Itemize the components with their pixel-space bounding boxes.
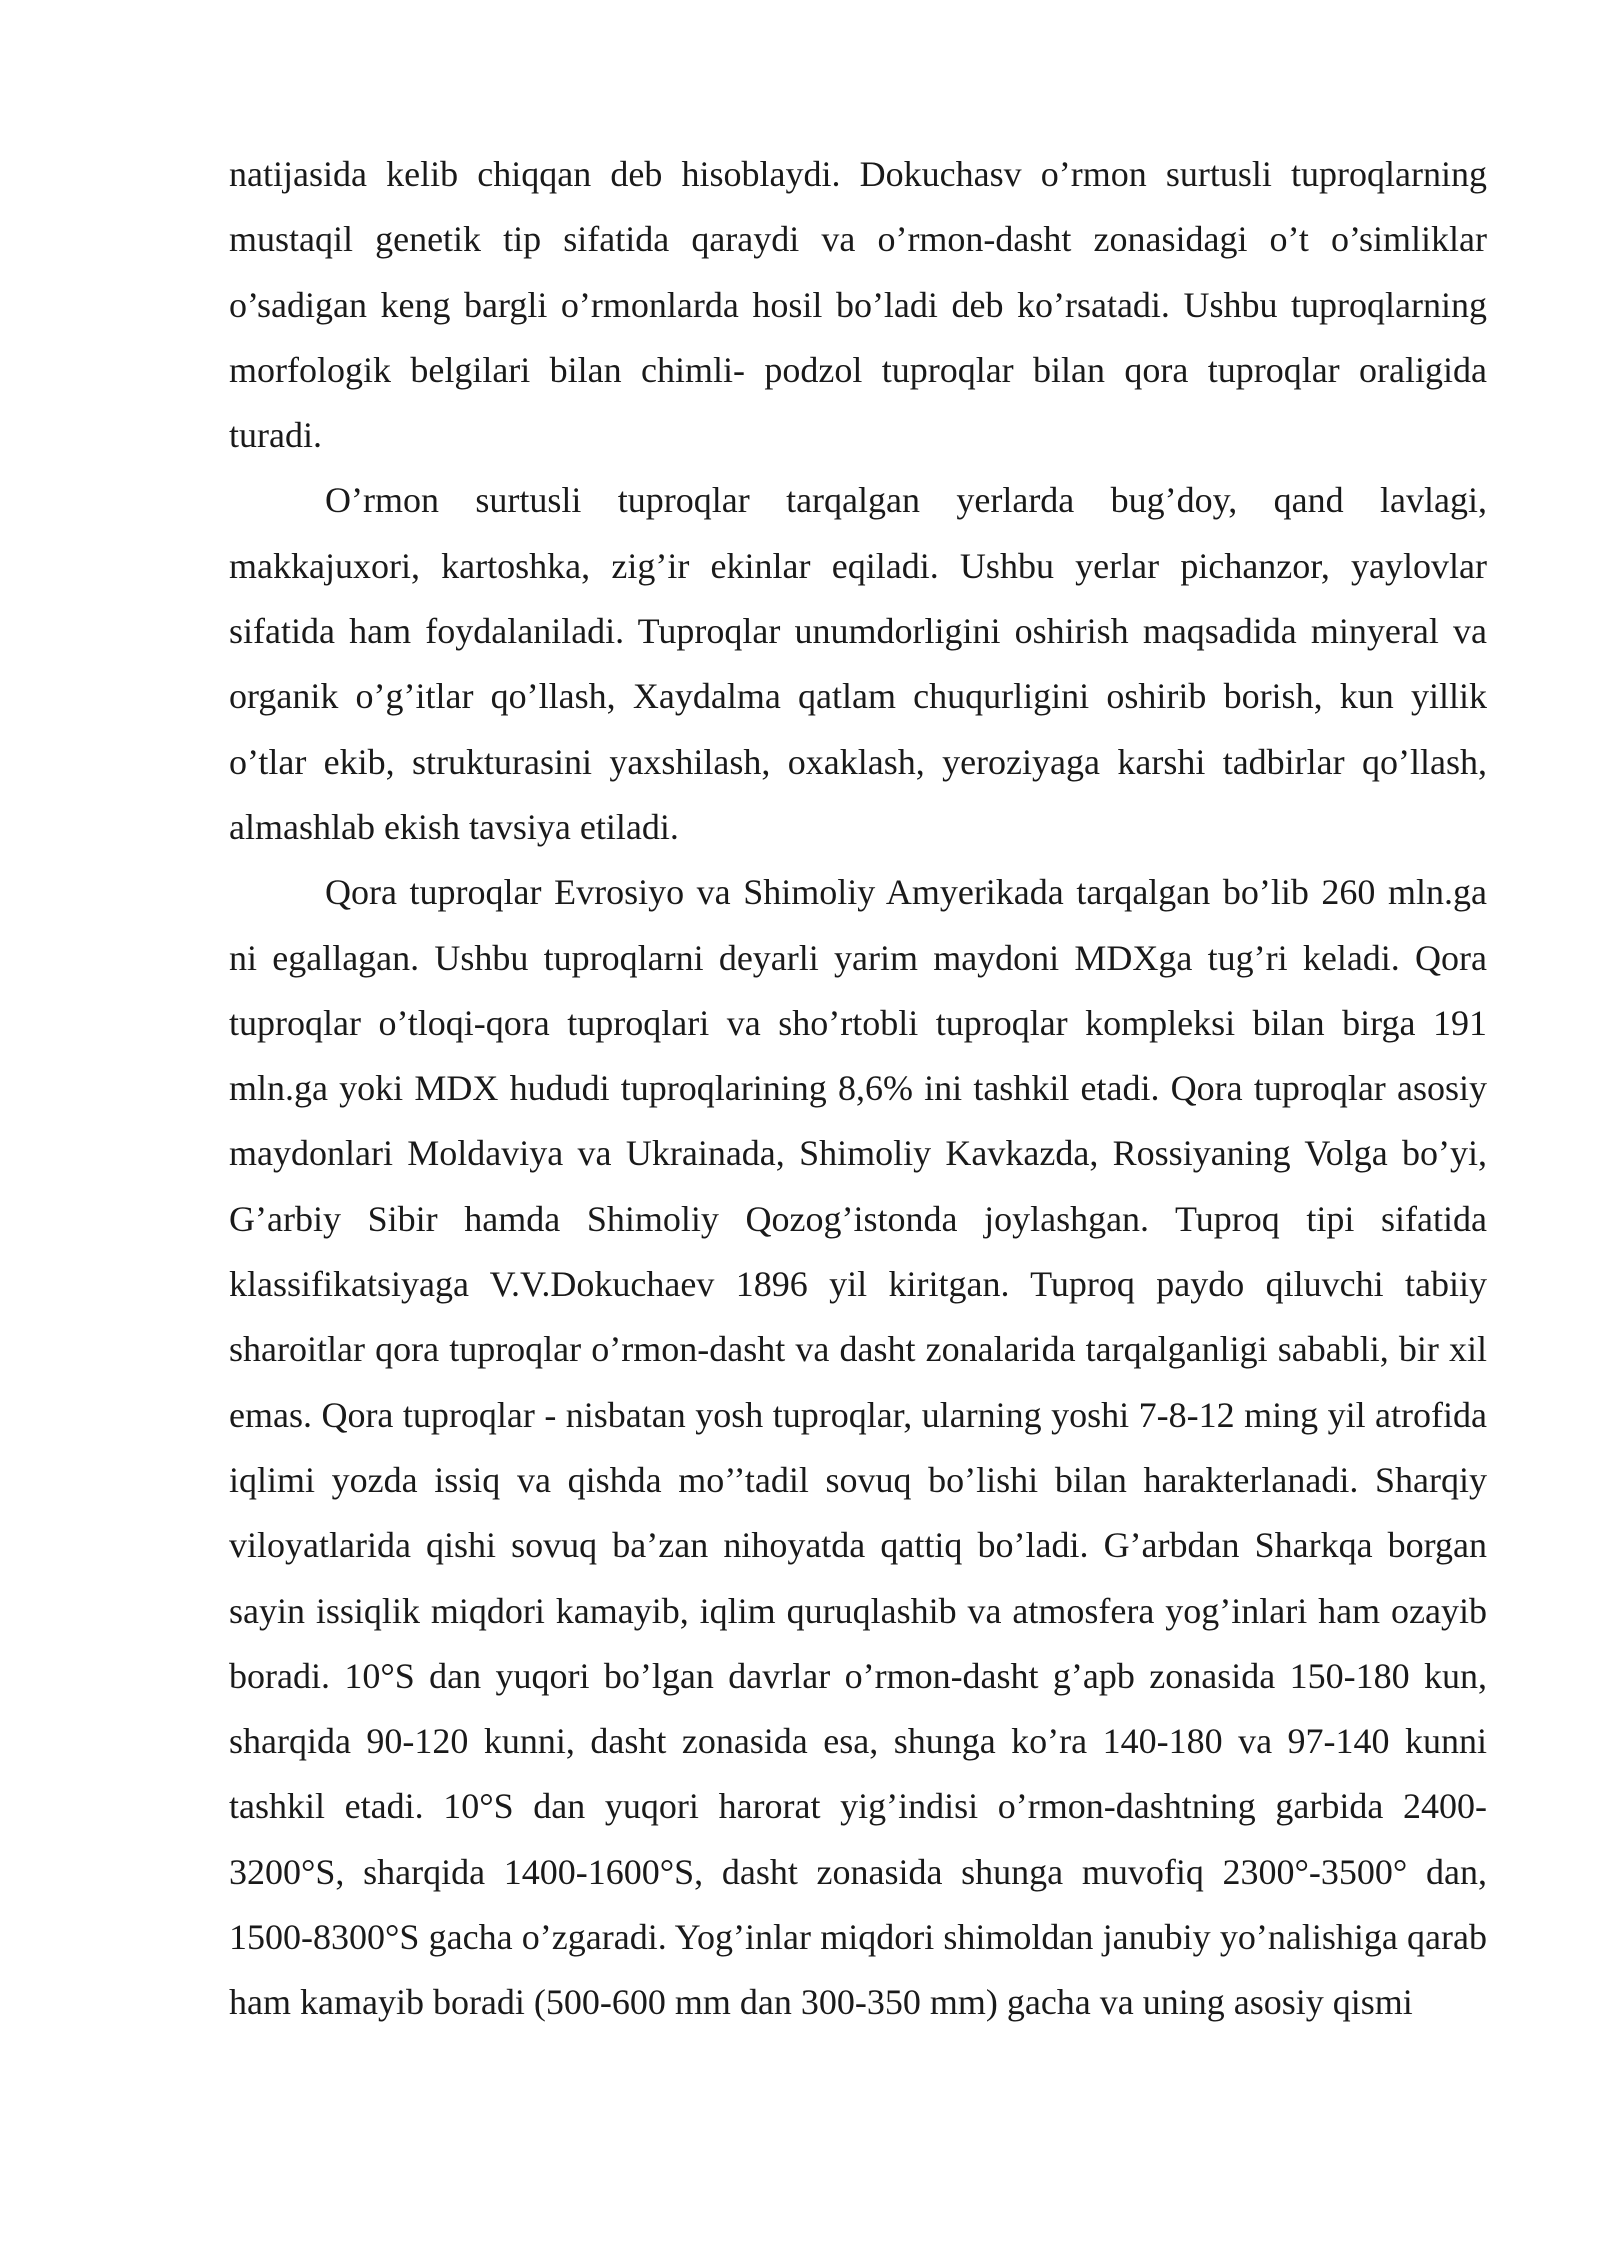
paragraph-qora-tuproqlar: Qora tuproqlar Evrosiyo va Shimoliy Amyerikada tarqalgan bo’lib 260 mln.ga ni egallagan. Ushbu tuproqlarni deyarli yarim maydoni MDXga tug’ri keladi. Qora tuproqlar o’tloqi-qora tuproqlari va sho’rtobli tuproqlar kompleksi bilan birga 191 mln.ga yoki MDX hududi tuproqlarining 8,6% ini tashkil etadi. Qora tuproqlar asosiy maydonlari Moldaviya va Ukrainada, Shimoliy Kavkazda, Rossiyaning Volga bo’yi, G’arbiy Sibir hamda Shimoliy Qozog’istonda joylashgan. Tuproq tipi sifatida klassifikatsiyaga V.V.Dokuchaev 1896 yil kiritgan. Tuproq paydo qiluvchi tabiiy sharoitlar qora tuproqlar o’rmon-dasht va dasht zonalarida tarqalganligi sababli, bir xil emas. Qora tuproqlar - nisbatan yosh tuproqlar, ularning yoshi 7-8-12 ming yil atrofida iqlimi yozda issiq va qishda mo’’tadil sovuq bo’lishi bilan harakterlanadi. Sharqiy viloyatlarida qishi sovuq ba’zan nihoyatda qattiq bo’ladi. G’arbdan Sharkqa borgan sayin issiqlik miqdori kamayib, iqlim quruqlashib va atmosfera yog’inlari ham ozayib boradi. 10°S dan yuqori bo’lgan davrlar o’rmon-dasht g’apb zonasida 150-180 kun, sharqida 90-120 kunni, dasht zonasida esa, shunga ko’ra 140-180 va 97-140 kunni tashkil etadi. 10°S dan yuqori harorat yig’indisi o’rmon-dashtning garbida 2400- 3200°S, sharqida 1400-1600°S, dasht zonasida shunga muvofiq 2300°-3500° dan, 1500-8300°S gacha o’zgaradi. Yog’inlar miqdori shimoldan janubiy yo’nalishiga qarab ham kamayib boradi (500-600 mm dan 300-350 mm) gacha va uning asosiy qismi xyxy=(229,872,1487,2023)
paragraph-continuation: natijasida kelib chiqqan deb hisoblaydi. Dokuchasv o’rmon surtusli tuproqlarning mustaqil genetik tip sifatida qaraydi va o’rmon-dasht zonasidagi o’t o’simliklar o’sadigan keng bargli o’rmonlarda hosil bo’ladi deb ko’rsatadi. Ushbu tuproqlarning morfologik belgilari bilan chimli- podzol tuproqlar bilan qora tuproqlar oraligida turadi. xyxy=(229,154,1487,456)
document-body xyxy=(229,142,1487,2036)
paragraph-orman-surtusli-usage: O’rmon surtusli tuproqlar tarqalgan yerlarda bug’doy, qand lavlagi, makkajuxori, kartoshka, zig’ir ekinlar eqiladi. Ushbu yerlar pichanzor, yaylovlar sifatida ham foydalaniladi. Tuproqlar unumdorligini oshirish maqsadida minyeral va organik o’g’itlar qo’llash, Xaydalma qatlam chuqurligini oshirib borish, kun yillik o’tlar ekib, strukturasini yaxshilash, oxaklash, yeroziyaga karshi tadbirlar qo’llash, almashlab ekish tavsiya etiladi. xyxy=(229,480,1487,847)
